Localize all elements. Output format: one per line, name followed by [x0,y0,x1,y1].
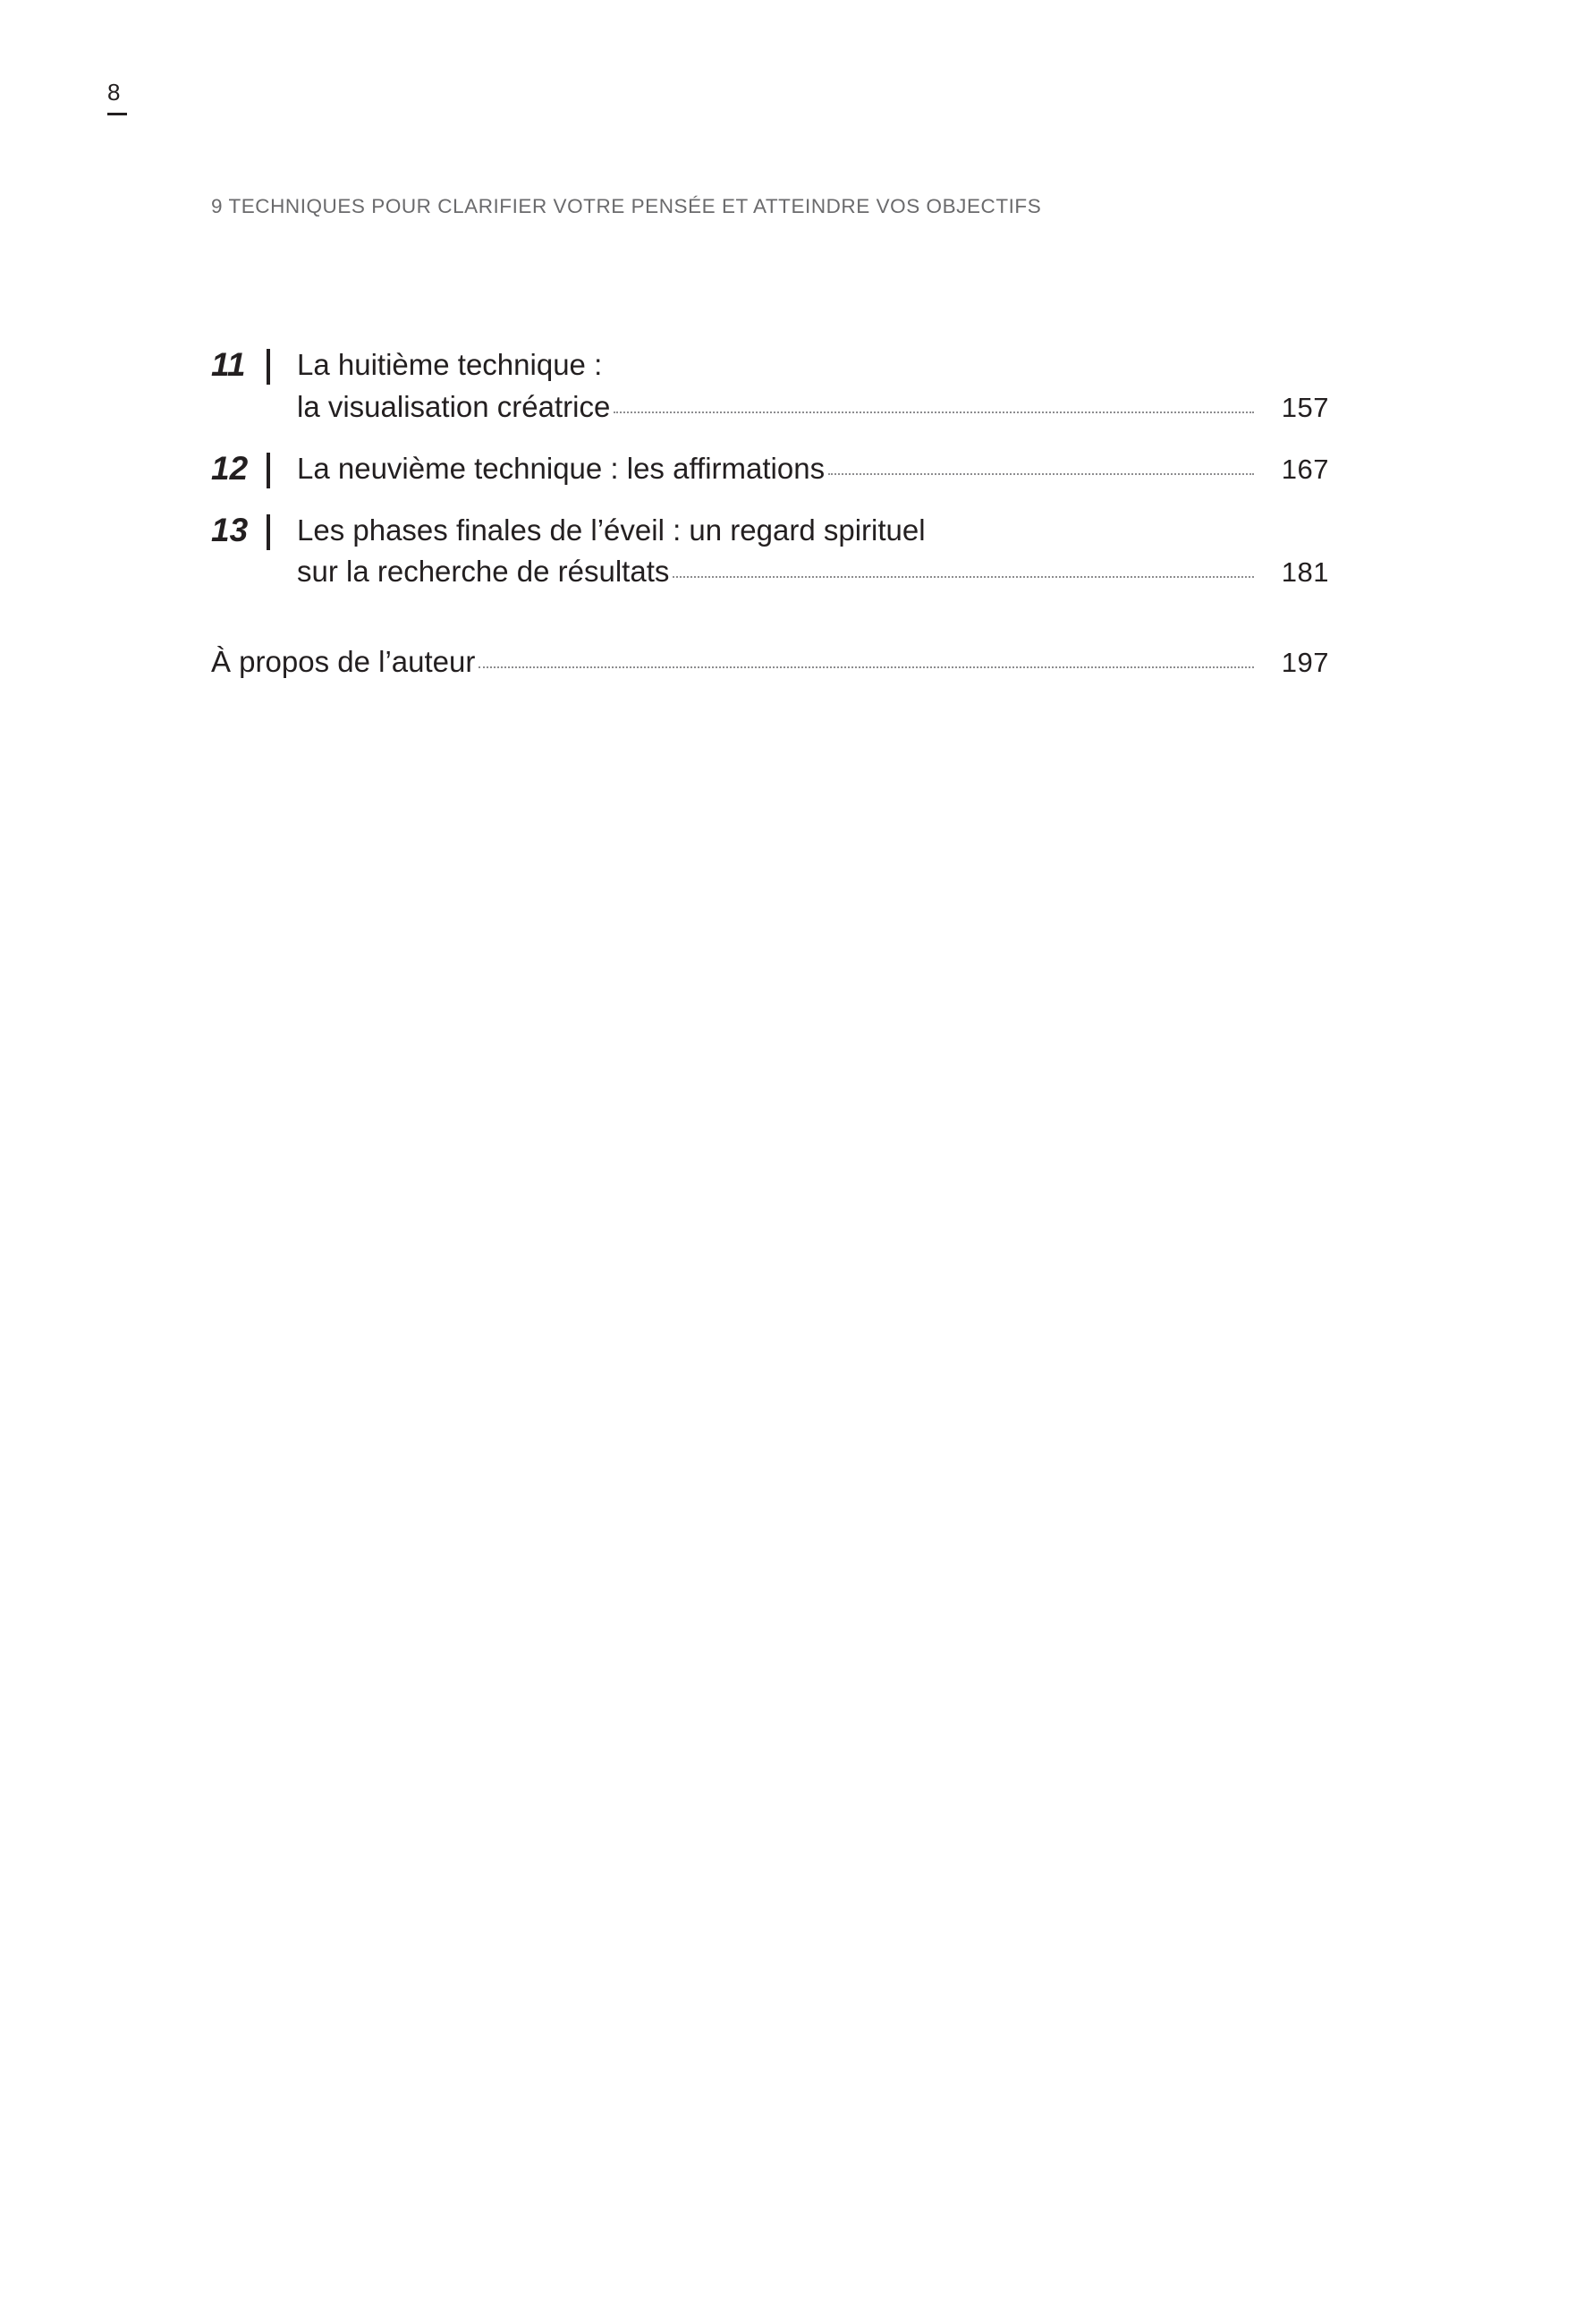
chapter-number: 11 [211,346,246,383]
toc-entry-body [297,448,1329,490]
toc-entry-title: La huitième technique : [297,348,603,381]
folio [107,81,161,115]
toc-entry[interactable] [211,510,1329,594]
toc-entry-title: la visualisation créatrice [297,389,611,423]
toc-entry-page: 181 [1281,556,1329,589]
toc-entry-line [297,344,1329,386]
toc-entry-line [297,551,1329,593]
toc-entry-page: 197 [1281,647,1329,679]
toc-entry-page: 167 [1281,453,1329,485]
toc-entry-line [297,510,1329,552]
leader-dots [828,473,1254,475]
leader-dots [479,666,1254,668]
toc-entry-backmatter[interactable] [211,641,1329,683]
toc-entry-line [211,641,1329,683]
chapter-number: 13 [211,511,249,548]
toc-entry[interactable] [211,344,1329,428]
toc-entry-title: La neuvième technique : les affirmations [297,451,826,485]
toc-entry-body [211,641,1329,683]
toc-entry-body [297,344,1329,428]
chapter-number: 12 [211,449,249,487]
chapter-rule-icon [267,349,270,385]
leader-dots [673,576,1254,578]
toc-entry-page: 157 [1281,391,1329,423]
running-head: 9 TECHNIQUES POUR CLARIFIER VOTRE PENSÉE ET ATTEINDRE VOS OBJECTIFS [211,195,1042,217]
folio-rule [107,113,127,115]
toc-entry[interactable] [211,448,1329,490]
toc-entry-title: sur la recherche de résultats [297,555,670,589]
toc-entry-title: À propos de l’auteur [211,645,476,679]
toc-entry-line [297,386,1329,428]
toc-entry-line [297,448,1329,490]
toc-entry-title: Les phases finales de l’éveil : un regard spirituel [297,513,926,547]
chapter-rule-icon [267,453,270,488]
table-of-contents [211,344,1329,703]
chapter-rule-icon [267,514,270,550]
leader-dots [614,411,1254,413]
page-number: 8 [107,79,121,106]
toc-entry-body [297,510,1329,594]
